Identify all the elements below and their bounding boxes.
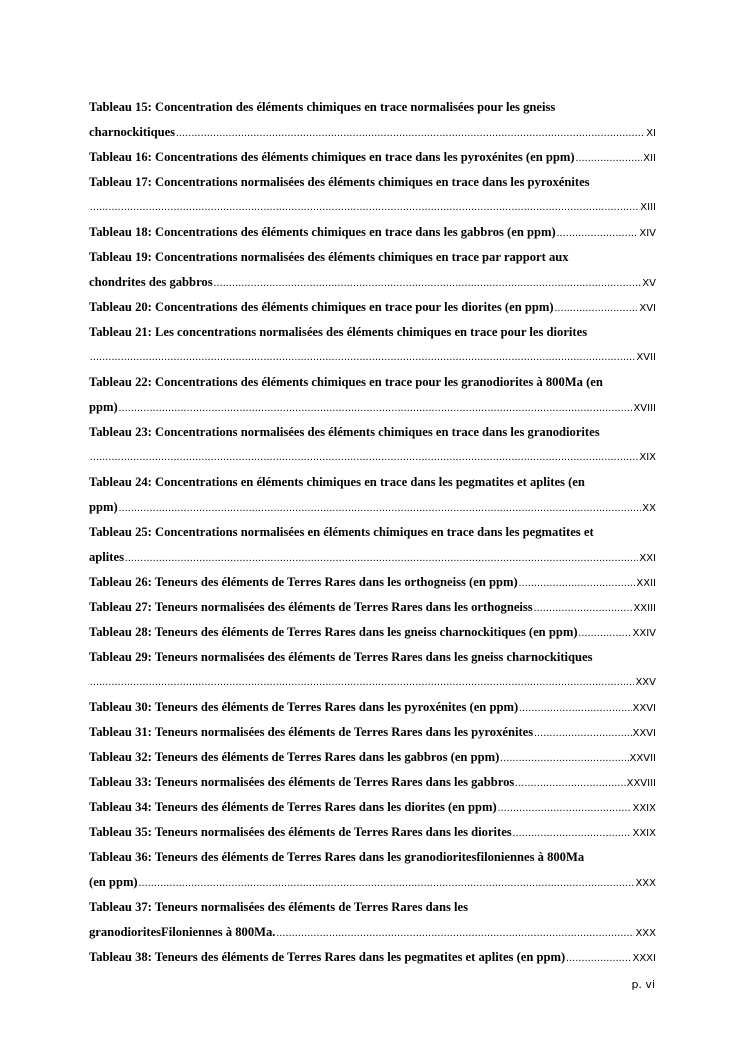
toc-page-number[interactable]: XI xyxy=(646,128,656,139)
toc-entry-line xyxy=(89,145,656,170)
toc-page-number[interactable]: XXI xyxy=(639,553,656,564)
toc-entry-title: Tableau 22: Concentrations des éléments chimiques en trace pour les granodiorites à 800Ma (en xyxy=(89,375,603,389)
dot-leader xyxy=(119,496,642,521)
toc-entry-line xyxy=(89,395,656,420)
toc-entry-line xyxy=(89,795,656,820)
dot-leader xyxy=(513,821,632,846)
toc-entry-title: Tableau 15: Concentration des éléments chimiques en trace normalisées pour les gneiss xyxy=(89,100,556,114)
toc-page-number[interactable]: XXVIII xyxy=(626,778,656,789)
dot-leader xyxy=(557,221,639,246)
toc-page-number[interactable]: XX xyxy=(642,503,656,514)
toc-entry[interactable] xyxy=(89,220,656,245)
toc-entry-line xyxy=(89,170,656,195)
toc-entry-line xyxy=(89,570,656,595)
toc-page-number[interactable]: XXXI xyxy=(632,953,656,964)
toc-entry[interactable] xyxy=(89,320,656,370)
toc-entry-title: (en ppm) xyxy=(89,875,138,889)
toc-entry[interactable] xyxy=(89,145,656,170)
toc-entry-line xyxy=(89,420,656,445)
toc-entry-title: Tableau 31: Teneurs normalisées des éléments de Terres Rares dans les pyroxénites xyxy=(89,725,534,739)
toc-entry-line xyxy=(89,920,656,945)
toc-page-number[interactable]: XXX xyxy=(635,928,656,939)
toc-entry[interactable] xyxy=(89,370,656,420)
toc-page-number[interactable]: XIV xyxy=(639,228,656,239)
dot-leader xyxy=(500,746,628,771)
toc-entry-line xyxy=(89,945,656,970)
toc-entry[interactable] xyxy=(89,570,656,595)
toc-entry[interactable] xyxy=(89,795,656,820)
toc-entry-title: Tableau 29: Teneurs normalisées des éléments de Terres Rares dans les gneiss charnockitiques xyxy=(89,650,593,664)
toc-entry-line xyxy=(89,120,656,145)
toc-entry-title: Tableau 35: Teneurs normalisées des éléments de Terres Rares dans les diorites xyxy=(89,825,512,839)
dot-leader xyxy=(139,871,635,896)
toc-entry-title: Tableau 33: Teneurs normalisées des éléments de Terres Rares dans les gabbros xyxy=(89,775,515,789)
dot-leader xyxy=(214,271,642,296)
toc-entry-title: Tableau 21: Les concentrations normalisées des éléments chimiques en trace pour les diorites xyxy=(89,325,588,339)
toc-entry-line xyxy=(89,620,656,645)
dot-leader xyxy=(276,921,634,946)
toc-entry[interactable] xyxy=(89,745,656,770)
toc-entry[interactable] xyxy=(89,520,656,570)
toc-entry-line xyxy=(89,95,656,120)
toc-entry-line xyxy=(89,820,656,845)
dot-leader xyxy=(534,721,631,746)
toc-entry[interactable] xyxy=(89,720,656,745)
toc-page-number[interactable]: XXII xyxy=(636,578,656,589)
toc-page-number[interactable]: XXVI xyxy=(632,728,656,739)
toc-page-number[interactable]: XXV xyxy=(635,677,656,688)
toc-entry[interactable] xyxy=(89,820,656,845)
toc-entry[interactable] xyxy=(89,595,656,620)
toc-entry-title: Tableau 27: Teneurs normalisées des éléments de Terres Rares dans les orthogneiss xyxy=(89,600,533,614)
toc-page-number[interactable]: XVII xyxy=(636,352,656,363)
dot-leader xyxy=(519,571,636,596)
toc-entry-title: Tableau 18: Concentrations des éléments chimiques en trace dans les gabbros (en ppm) xyxy=(89,225,556,239)
dot-leader xyxy=(579,621,632,646)
toc-entry-title: Tableau 25: Concentrations normalisées en éléments chimiques en trace dans les pegmatites et xyxy=(89,525,594,539)
toc-entry[interactable] xyxy=(89,470,656,520)
toc-entry-line xyxy=(89,870,656,895)
toc-entry-line xyxy=(89,845,656,870)
toc-entry-title: Tableau 36: Teneurs des éléments de Terres Rares dans les granodioritesfiloniennes à 800Ma xyxy=(89,850,585,864)
toc-entry-title: Tableau 37: Teneurs normalisées des éléments de Terres Rares dans les xyxy=(89,900,468,914)
toc-entry-line xyxy=(89,595,656,620)
toc-entry-title: Tableau 24: Concentrations en éléments chimiques en trace dans les pegmatites et aplites (en xyxy=(89,475,585,489)
dot-leader xyxy=(90,345,635,370)
toc-entry[interactable] xyxy=(89,295,656,320)
page-number: p. vi xyxy=(631,978,655,991)
toc-entry-title: Tableau 32: Teneurs des éléments de Terres Rares dans les gabbros (en ppm) xyxy=(89,750,500,764)
toc-entry-line xyxy=(89,220,656,245)
toc-entry-line xyxy=(89,345,656,370)
toc-entry-title: Tableau 20: Concentrations des éléments chimiques en trace pour les diorites (en ppm) xyxy=(89,300,554,314)
toc-page-number[interactable]: XXVII xyxy=(629,753,656,764)
dot-leader xyxy=(498,796,632,821)
toc-entry-line xyxy=(89,320,656,345)
toc-entry-line xyxy=(89,470,656,495)
toc-entry-title: Tableau 28: Teneurs des éléments de Terres Rares dans les gneiss charnockitiques (en ppm) xyxy=(89,625,578,639)
toc-entry-line xyxy=(89,245,656,270)
toc-entry-title: Tableau 19: Concentrations normalisées des éléments chimiques en trace par rapport aux xyxy=(89,250,569,264)
dot-leader xyxy=(515,771,625,796)
toc-entry[interactable] xyxy=(89,95,656,145)
toc-entry-title: aplites xyxy=(89,550,124,564)
toc-page-number[interactable]: XXIII xyxy=(633,603,656,614)
toc-entry-line xyxy=(89,745,656,770)
toc-entry-line xyxy=(89,495,656,520)
dot-leader xyxy=(125,546,638,571)
dot-leader xyxy=(90,195,639,220)
toc-entry-title: Tableau 16: Concentrations des éléments chimiques en trace dans les pyroxénites (en ppm) xyxy=(89,150,575,164)
toc-entry-line xyxy=(89,695,656,720)
toc-entry[interactable] xyxy=(89,695,656,720)
toc-entry-title: Tableau 30: Teneurs des éléments de Terres Rares dans les pyroxénites (en ppm) xyxy=(89,700,519,714)
toc-entry-title: Tableau 34: Teneurs des éléments de Terres Rares dans les diorites (en ppm) xyxy=(89,800,497,814)
toc-entry-line xyxy=(89,770,656,795)
dot-leader xyxy=(90,670,634,695)
toc-entry-line xyxy=(89,270,656,295)
toc-entry[interactable] xyxy=(89,895,656,945)
toc-entry-line xyxy=(89,545,656,570)
toc-page-number[interactable]: XXIX xyxy=(632,803,656,814)
toc-page-number[interactable]: XXX xyxy=(635,878,656,889)
toc-entry-line xyxy=(89,645,656,670)
toc-entry[interactable] xyxy=(89,245,656,295)
toc-page-number[interactable]: XV xyxy=(642,278,656,289)
toc-entry-line xyxy=(89,370,656,395)
toc-entry-title: Tableau 26: Teneurs des éléments de Terres Rares dans les orthogneiss (en ppm) xyxy=(89,575,518,589)
toc-page-number[interactable]: XVI xyxy=(639,303,656,314)
toc-entry-title: Tableau 38: Teneurs des éléments de Terres Rares dans les pegmatites et aplites (en ppm) xyxy=(89,950,566,964)
toc-entry-title: ppm) xyxy=(89,500,118,514)
toc-entry-title: granodioritesFiloniennes à 800Ma. xyxy=(89,925,276,939)
toc-entry-line xyxy=(89,295,656,320)
toc-entry[interactable] xyxy=(89,645,656,695)
toc-page-number[interactable]: XII xyxy=(643,153,656,164)
dot-leader xyxy=(519,696,631,721)
toc-entry-line xyxy=(89,445,656,470)
toc-entry-title: chondrites des gabbros xyxy=(89,275,213,289)
toc-entry-title: charnockitiques xyxy=(89,125,176,139)
toc-page-number[interactable]: XVIII xyxy=(633,403,656,414)
toc-entry-line xyxy=(89,895,656,920)
toc-entry-title: Tableau 23: Concentrations normalisées des éléments chimiques en trace dans les granodiorites xyxy=(89,425,600,439)
toc-page-number[interactable]: XXVI xyxy=(632,703,656,714)
toc-entry-line xyxy=(89,670,656,695)
dot-leader xyxy=(90,445,638,470)
toc-page-number[interactable]: XXIX xyxy=(632,828,656,839)
dot-leader xyxy=(566,946,631,971)
toc-entry[interactable] xyxy=(89,420,656,470)
toc-page-number[interactable]: XXIV xyxy=(632,628,656,639)
dot-leader xyxy=(576,146,643,171)
dot-leader xyxy=(119,396,633,421)
toc-entry[interactable] xyxy=(89,170,656,220)
dot-leader xyxy=(555,296,639,321)
toc-page-number[interactable]: XIII xyxy=(640,202,656,213)
toc-entry-line xyxy=(89,720,656,745)
toc-entry[interactable] xyxy=(89,845,656,895)
dot-leader xyxy=(534,596,633,621)
toc-entry-line xyxy=(89,195,656,220)
toc-entry[interactable] xyxy=(89,620,656,645)
toc-entry-title: ppm) xyxy=(89,400,118,414)
toc-entry[interactable] xyxy=(89,945,656,970)
toc-page-number[interactable]: XIX xyxy=(639,452,656,463)
toc-entry-line xyxy=(89,520,656,545)
toc-entry-title: Tableau 17: Concentrations normalisées des éléments chimiques en trace dans les pyroxénites xyxy=(89,175,590,189)
toc-entry[interactable] xyxy=(89,770,656,795)
table-of-tables xyxy=(89,95,656,970)
dot-leader xyxy=(176,121,645,146)
